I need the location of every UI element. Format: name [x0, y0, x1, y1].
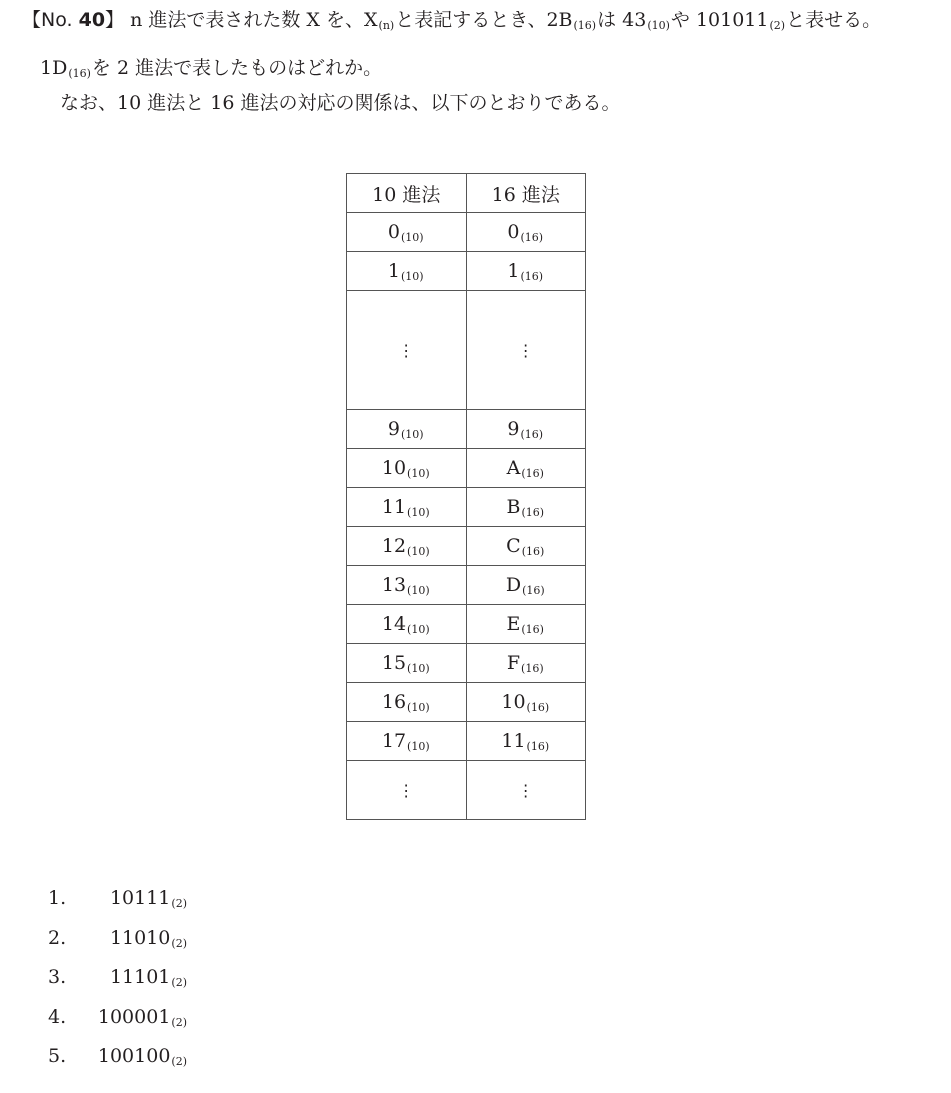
base-subscript: (16): [521, 544, 545, 558]
cell-value: A: [506, 456, 521, 479]
hex-cell: [466, 683, 586, 722]
base-subscript: (10): [407, 544, 430, 558]
base-subscript: (2): [171, 897, 187, 910]
base-subscript: (2): [171, 1015, 187, 1029]
question-number: 40: [78, 9, 106, 31]
binary-value: 10111: [109, 887, 171, 909]
decimal-cell: [347, 291, 467, 410]
cell-value: D: [505, 573, 522, 596]
base-subscript: (16): [521, 622, 544, 636]
question-text: と表記するとき、2B: [395, 9, 573, 31]
base-subscript: (10): [407, 661, 430, 675]
hex-cell: [466, 291, 586, 410]
choice-value: [48, 886, 188, 916]
base-subscript: (16): [521, 661, 544, 675]
table-row: [347, 291, 586, 410]
question-text: を 2 進法で表したものはどれか。: [91, 57, 383, 79]
choice-number: 2.: [48, 926, 67, 949]
base-subscript: (16): [526, 739, 550, 753]
choice-number: 4.: [48, 1005, 67, 1028]
hex-cell: [466, 449, 586, 488]
cell-value: 11: [501, 729, 526, 752]
cell-value: 1: [387, 259, 400, 282]
table-row: [347, 488, 586, 527]
hex-cell: [466, 761, 586, 820]
vertical-ellipsis: ⋮: [398, 341, 415, 360]
cell-value: F: [506, 651, 521, 674]
base-subscript: (10): [407, 622, 430, 636]
table-row: [347, 252, 586, 291]
choice-value: [48, 1044, 188, 1074]
choice-number: 5.: [48, 1045, 67, 1067]
cell-value: 10: [501, 690, 526, 713]
hex-cell: [466, 488, 586, 527]
hex-cell: [466, 252, 586, 291]
vertical-ellipsis: ⋮: [398, 781, 415, 800]
table-row: [347, 410, 586, 449]
hex-cell: [466, 213, 586, 252]
base-subscript: (2): [171, 936, 187, 950]
decimal-cell: [347, 722, 467, 761]
cell-value: 12: [381, 534, 407, 557]
cell-value: 15: [381, 651, 407, 674]
question-text: は 43: [597, 9, 647, 31]
decimal-cell: [347, 410, 467, 449]
base-subscript: (10): [401, 269, 424, 283]
base-subscript: (10): [407, 583, 430, 597]
base-subscript: (16): [521, 505, 545, 519]
base-subscript: (n): [378, 19, 395, 32]
cell-value: C: [506, 534, 521, 557]
cell-value: 11: [381, 495, 407, 518]
base-subscript: (10): [401, 230, 424, 244]
base-subscript: (2): [171, 1055, 187, 1068]
base-subscript: (16): [68, 67, 91, 80]
cell-value: 13: [381, 573, 407, 596]
base-subscript: (16): [520, 230, 544, 244]
binary-value: 100100: [97, 1045, 171, 1067]
table-row: [347, 213, 586, 252]
table-header-row: [347, 174, 586, 213]
question-line-1: [22, 8, 881, 38]
decimal-cell: [347, 449, 467, 488]
question-bracket-open: 【No.: [22, 9, 73, 31]
cell-value: 17: [381, 729, 407, 752]
base-subscript: (10): [407, 466, 430, 480]
decimal-cell: [347, 213, 467, 252]
table-row: [347, 527, 586, 566]
choice-value: [48, 926, 188, 956]
cell-value: 16: [381, 690, 407, 713]
header-hexadecimal: 16 進法: [466, 174, 586, 213]
base-subscript: (10): [647, 19, 670, 32]
choice-number: 3.: [48, 966, 67, 988]
question-text: n 進法で表された数 X を、X: [130, 9, 378, 31]
choice-number: 1.: [48, 887, 67, 909]
question-text: と表せる。: [786, 9, 882, 31]
hex-cell: [466, 644, 586, 683]
decimal-cell: [347, 488, 467, 527]
decimal-cell: [347, 527, 467, 566]
table-row: [347, 449, 586, 488]
binary-value: 11101: [109, 966, 171, 988]
header-decimal: 10 進法: [347, 174, 467, 213]
question-text: 1D: [40, 57, 68, 79]
question-note: なお、10 進法と 16 進法の対応の関係は、以下のとおりである。: [60, 92, 621, 114]
base-subscript: (16): [520, 427, 544, 441]
cell-value: E: [506, 612, 521, 635]
binary-value: 100001: [97, 1005, 171, 1028]
base-subscript: (16): [573, 19, 597, 32]
decimal-cell: [347, 644, 467, 683]
cell-value: 0: [387, 220, 400, 243]
hex-cell: [466, 566, 586, 605]
cell-value: 0: [507, 220, 520, 243]
cell-value: 9: [387, 417, 400, 440]
base-subscript: (16): [520, 269, 544, 283]
vertical-ellipsis: ⋮: [517, 341, 534, 360]
base-subscript: (10): [407, 700, 430, 714]
table-row: [347, 605, 586, 644]
base-subscript: (16): [521, 466, 544, 480]
base-subscript: (16): [526, 700, 550, 714]
base-subscript: (10): [407, 739, 430, 753]
hex-cell: [466, 527, 586, 566]
hex-cell: [466, 605, 586, 644]
base-subscript: (2): [769, 19, 786, 32]
decimal-cell: [347, 605, 467, 644]
choice-value: [48, 1005, 188, 1035]
decimal-cell: [347, 252, 467, 291]
hex-cell: [466, 410, 586, 449]
table-row: [347, 644, 586, 683]
question-bracket-close: 】: [105, 9, 125, 31]
hex-cell: [466, 722, 586, 761]
decimal-cell: [347, 683, 467, 722]
cell-value: B: [506, 495, 521, 518]
decimal-cell: [347, 761, 467, 820]
table-row: [347, 566, 586, 605]
cell-value: 9: [507, 417, 520, 440]
base-subscript: (2): [171, 976, 187, 989]
base-subscript: (10): [407, 505, 430, 519]
vertical-ellipsis: ⋮: [517, 781, 534, 800]
table-row: [347, 722, 586, 761]
cell-value: 14: [381, 612, 407, 635]
table-row: [347, 683, 586, 722]
base-subscript: (10): [401, 427, 424, 441]
decimal-cell: [347, 566, 467, 605]
table-row: [347, 761, 586, 820]
base-subscript: (16): [522, 583, 545, 597]
question-line-2: [40, 56, 382, 86]
question-text: や 101011: [670, 9, 769, 31]
binary-value: 11010: [109, 926, 171, 949]
choice-value: [48, 965, 188, 995]
cell-value: 1: [507, 259, 520, 282]
base-conversion-table: [346, 173, 586, 820]
cell-value: 10: [381, 456, 407, 479]
